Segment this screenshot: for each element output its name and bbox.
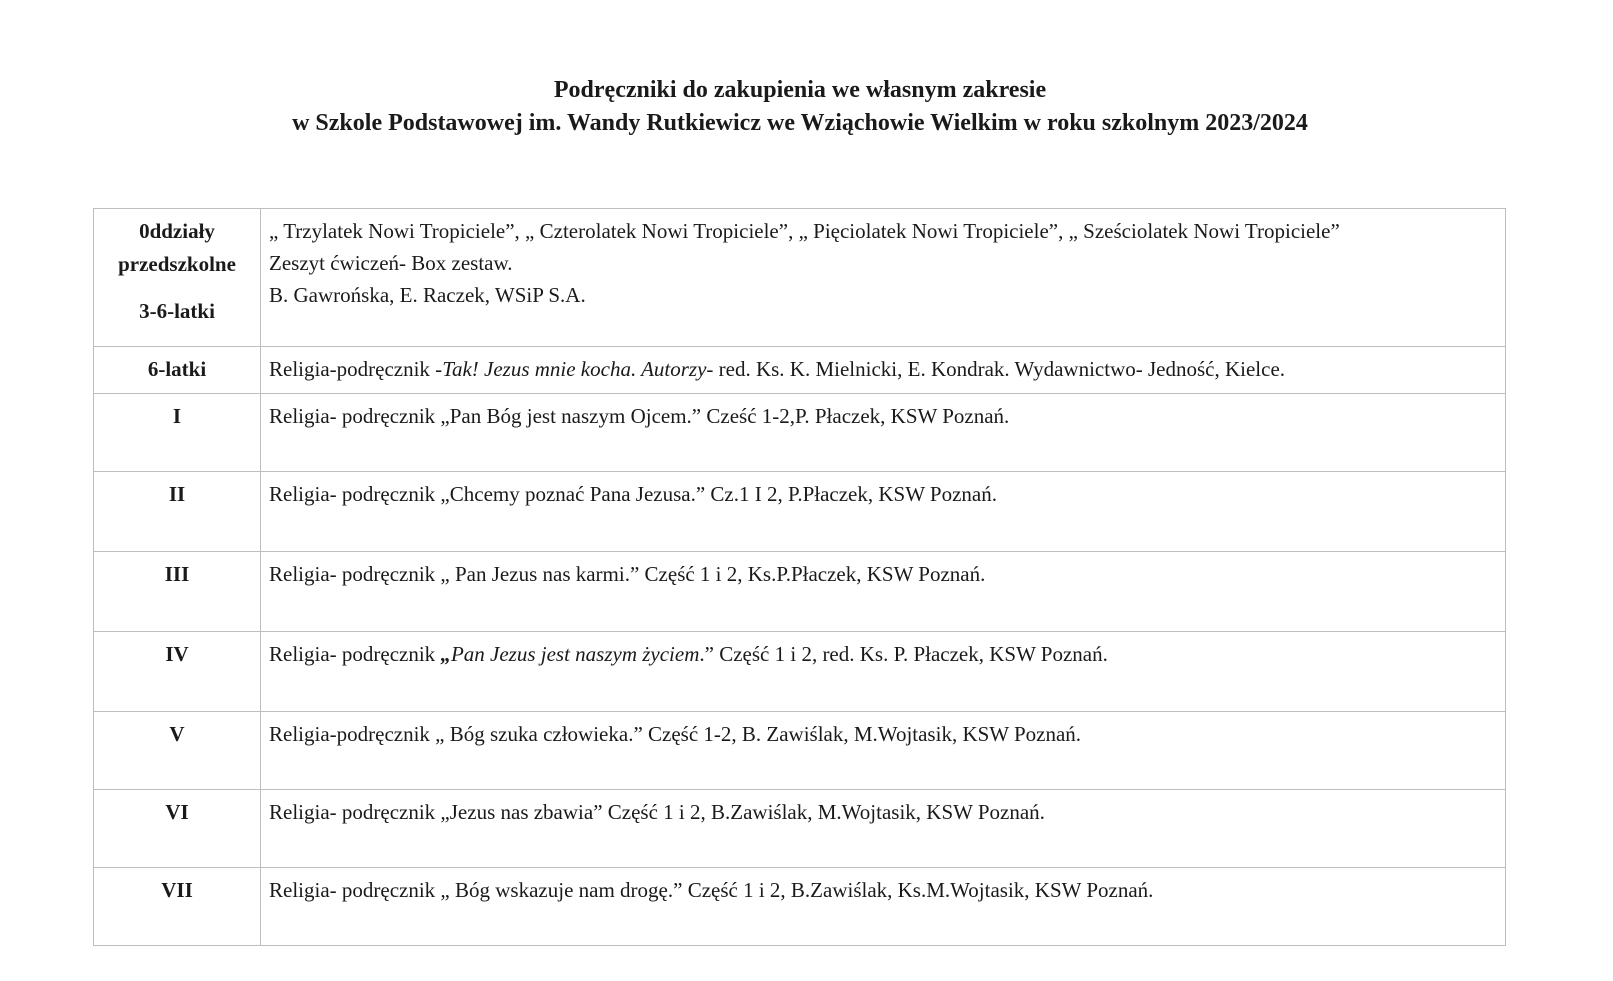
class-label: IV [165, 642, 189, 666]
class-label: 0ddziały [139, 219, 215, 243]
textbook-text: „ Trzylatek Nowi Tropiciele”, „ Czterolatek Nowi Tropiciele”, „ Pięciolatek Nowi Tropiciele”, „ Sześciolatek Nowi Tropiciele” [269, 219, 1340, 243]
textbook-quote-mark: „ [440, 642, 451, 666]
class-cell [94, 632, 261, 712]
textbook-title-italic: Pan Jezus jest naszym życiem [450, 642, 700, 666]
table-row [94, 472, 1506, 552]
class-label: V [169, 722, 185, 746]
class-cell [94, 394, 261, 472]
title-line-2: w Szkole Podstawowej im. Wandy Rutkiewicz we Wziąchowie Wielkim w roku szkolnym 2023/2024 [292, 110, 1308, 136]
table-row [94, 209, 1506, 347]
class-label: 3-6-latki [139, 299, 215, 323]
table-row [94, 790, 1506, 868]
textbook-text: Religia- podręcznik „Pan Bóg jest naszym Ojcem.” Cześć 1-2,P. Płaczek, KSW Poznań. [269, 404, 1010, 428]
textbook-text-post: - red. Ks. K. Mielnicki, E. Kondrak. Wydawnictwo- Jedność, Kielce. [706, 357, 1286, 381]
textbook-text: Religia- podręcznik „ Bóg wskazuje nam drogę.” Część 1 i 2, B.Zawiślak, Ks.M.Wojtasik, KSW Poznań. [269, 878, 1154, 902]
textbook-text [269, 353, 1497, 385]
textbook-table [93, 208, 1506, 946]
textbook-cell [261, 209, 1506, 347]
textbook-text-pre: Religia- podręcznik [269, 642, 441, 666]
table-row [94, 712, 1506, 790]
textbook-cell [261, 394, 1506, 472]
textbook-cell [261, 552, 1506, 632]
textbook-text: Religia- podręcznik „ Pan Jezus nas karmi.” Część 1 i 2, Ks.P.Płaczek, KSW Poznań. [269, 562, 986, 586]
textbook-cell [261, 868, 1506, 946]
class-cell [94, 712, 261, 790]
table-row [94, 347, 1506, 394]
textbook-cell [261, 347, 1506, 394]
table-row [94, 632, 1506, 712]
textbook-cell [261, 712, 1506, 790]
textbook-text: Religia- podręcznik „Chcemy poznać Pana Jezusa.” Cz.1 I 2, P.Płaczek, KSW Poznań. [269, 482, 997, 506]
class-cell [94, 552, 261, 632]
table-row [94, 394, 1506, 472]
textbook-text-post: .” Część 1 i 2, red. Ks. P. Płaczek, KSW Poznań. [699, 642, 1108, 666]
page-title [0, 74, 1600, 140]
class-label: VI [165, 800, 189, 824]
textbook-cell [261, 632, 1506, 712]
textbook-text [269, 638, 1497, 670]
class-cell [94, 472, 261, 552]
textbook-cell [261, 472, 1506, 552]
textbook-title-italic: Tak! Jezus mnie kocha. Autorzy [442, 357, 707, 381]
class-cell [94, 868, 261, 946]
class-cell [94, 347, 261, 394]
class-label: 6-latki [147, 357, 207, 381]
class-label: III [164, 562, 190, 586]
class-label: I [172, 404, 182, 428]
table-row [94, 552, 1506, 632]
class-label: II [168, 482, 186, 506]
textbook-text-pre: Religia-podręcznik - [269, 357, 443, 381]
class-cell [94, 790, 261, 868]
title-line-1: Podręczniki do zakupienia we własnym zakresie [553, 77, 1047, 103]
class-label: przedszkolne [118, 252, 236, 276]
textbook-text: Religia-podręcznik „ Bóg szuka człowieka.” Część 1-2, B. Zawiślak, M.Wojtasik, KSW Poznań. [269, 722, 1082, 746]
textbook-cell [261, 790, 1506, 868]
table-row [94, 868, 1506, 946]
textbook-text: Religia- podręcznik „Jezus nas zbawia” Część 1 i 2, B.Zawiślak, M.Wojtasik, KSW Poznań. [269, 800, 1045, 824]
class-label: VII [161, 878, 193, 902]
textbook-text: Zeszyt ćwiczeń- Box zestaw. [269, 251, 513, 275]
textbook-text: B. Gawrońska, E. Raczek, WSiP S.A. [269, 283, 586, 307]
class-cell [94, 209, 261, 347]
